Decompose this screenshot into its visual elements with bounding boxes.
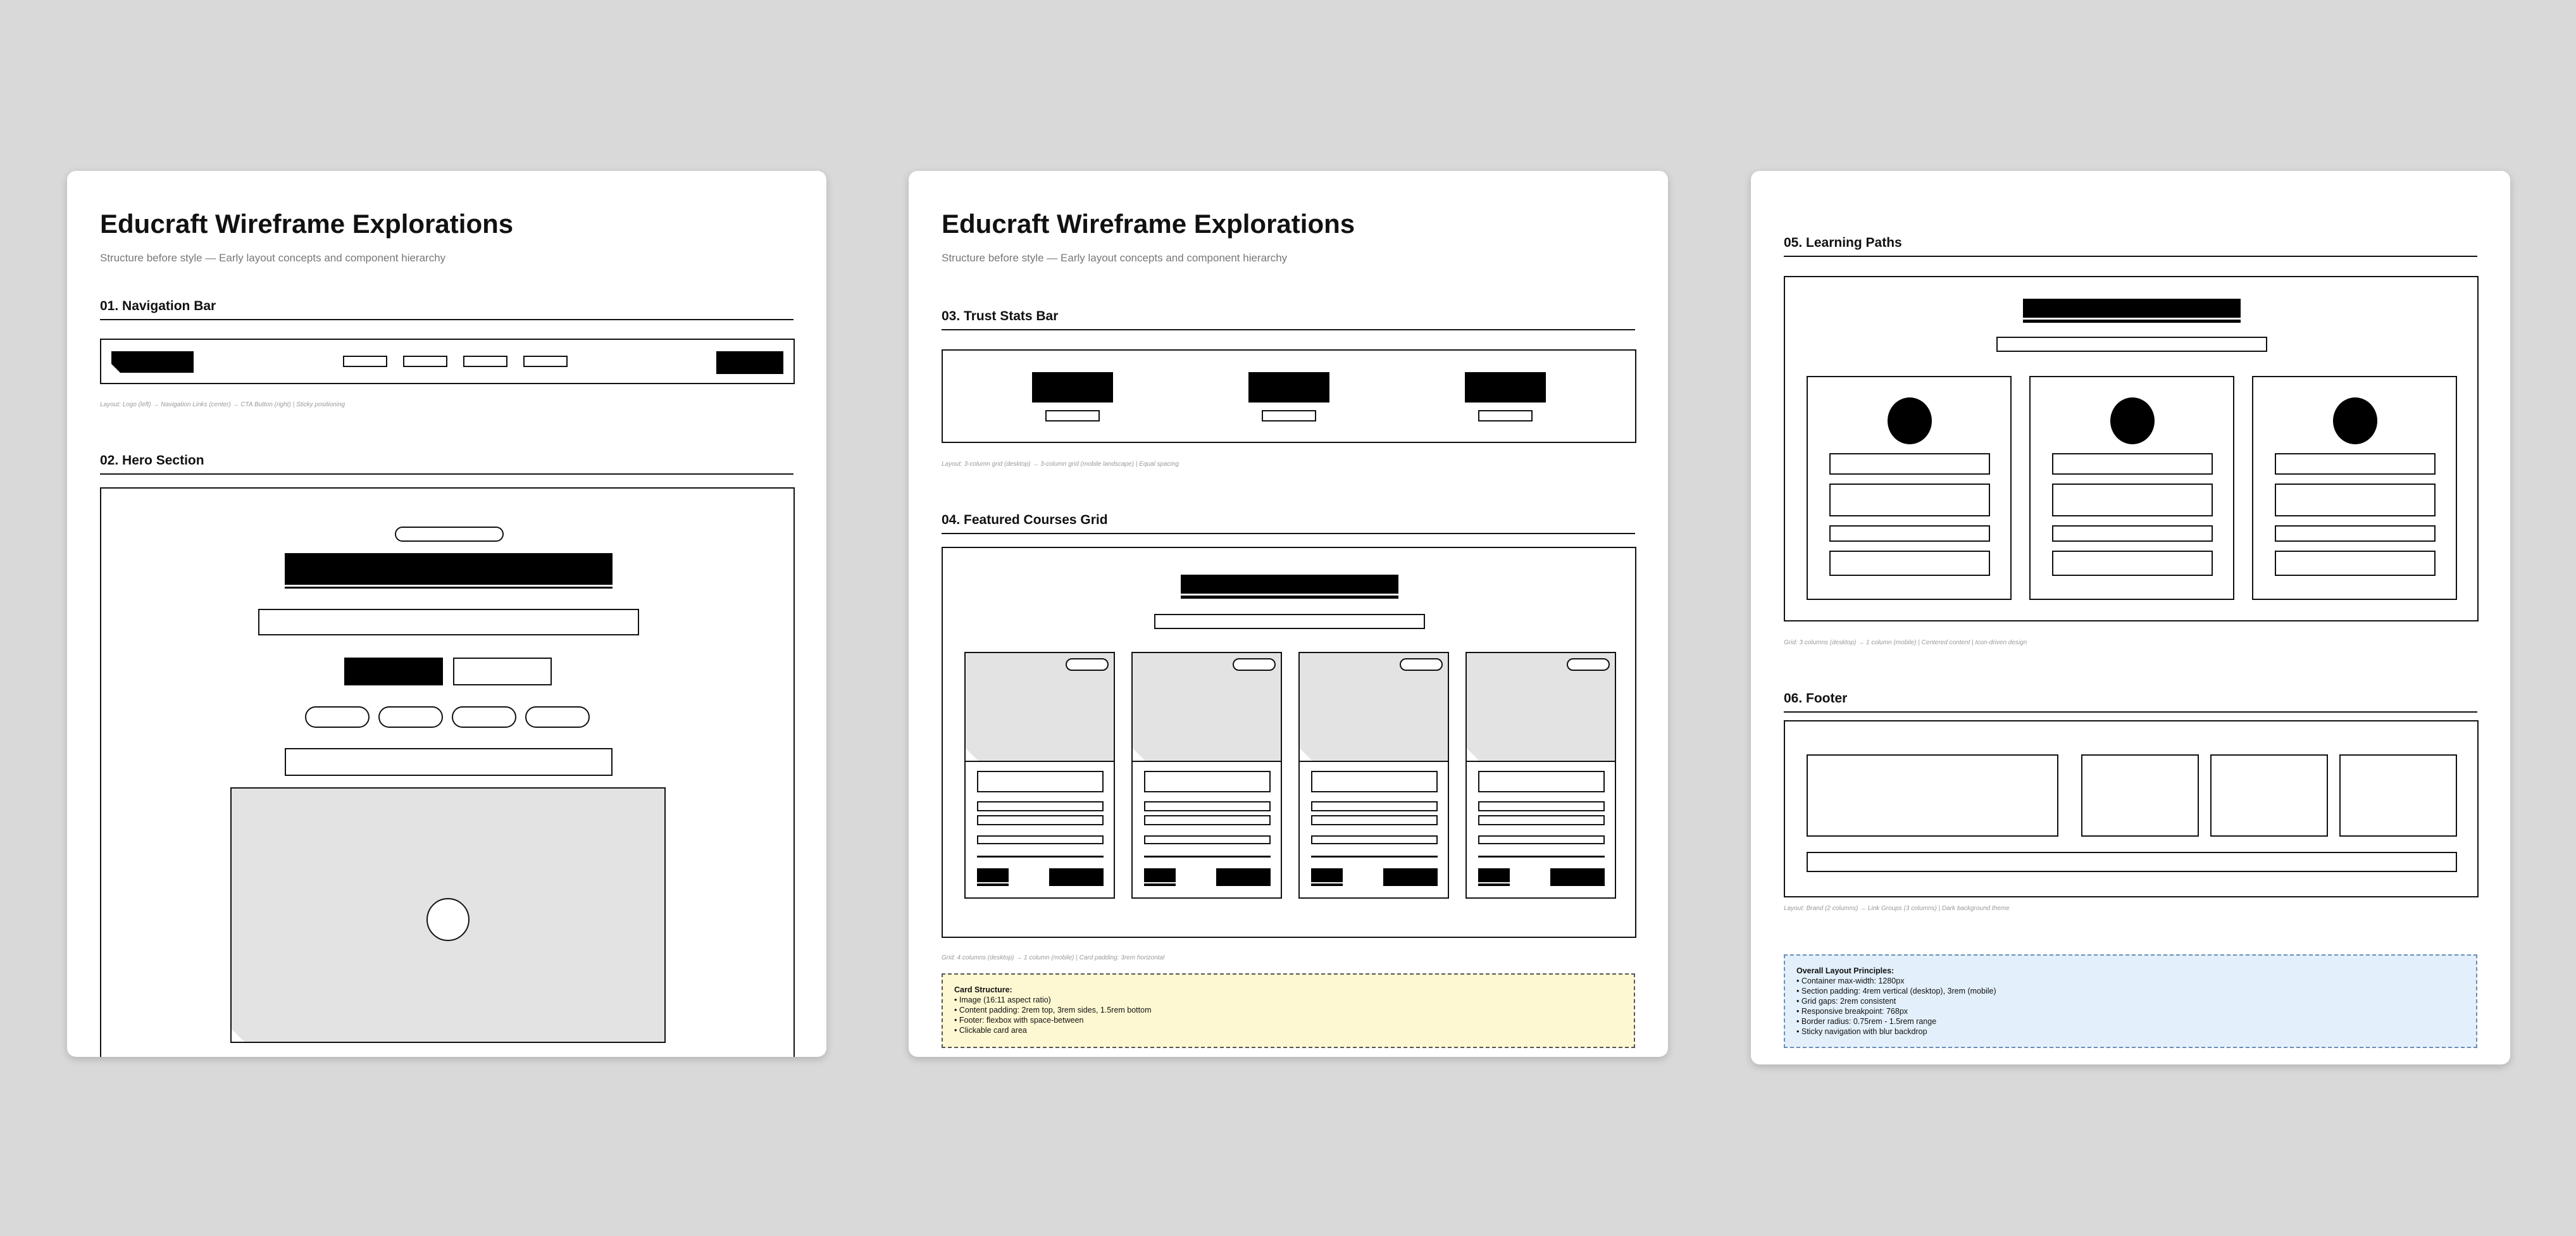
title-underline: [2023, 318, 2241, 320]
note-title: Card Structure:: [954, 985, 1012, 994]
footer-bottom-bar-placeholder: [1807, 852, 2457, 872]
card-meta-placeholder: [1144, 835, 1271, 844]
page-title: Educraft Wireframe Explorations: [100, 209, 514, 239]
headline-placeholder: [285, 553, 613, 589]
secondary-button-placeholder: [453, 658, 552, 685]
card-button-placeholder: [1216, 868, 1271, 886]
course-card-placeholder: [1465, 652, 1616, 899]
note-item: • Image (16:11 aspect ratio): [954, 995, 1622, 1005]
stat-label-placeholder: [1262, 410, 1316, 421]
path-meta-placeholder: [2052, 525, 2213, 542]
section-caption: Layout: Logo (left) → Navigation Links (center) → CTA Button (right) | Sticky positioning: [100, 401, 345, 408]
wireframe-sheet-1: [67, 171, 826, 1057]
nav-link-placeholder: [523, 356, 568, 367]
stat-label-placeholder: [1478, 410, 1533, 421]
card-badge-placeholder: [1233, 658, 1276, 671]
card-title-placeholder: [977, 771, 1104, 792]
card-title-placeholder: [1144, 771, 1271, 792]
card-meta-placeholder: [977, 835, 1104, 844]
note-item: • Sticky navigation with blur backdrop: [1796, 1027, 2465, 1037]
section-heading-hero-section: 02. Hero Section: [100, 453, 793, 475]
card-text-placeholder: [1478, 801, 1605, 811]
path-link-placeholder: [1829, 551, 1990, 576]
course-card-placeholder: [964, 652, 1115, 899]
footer-wireframe: [1784, 720, 2479, 897]
card-image-placeholder: [1465, 652, 1616, 762]
card-divider: [977, 856, 1104, 858]
price-underline: [1478, 882, 1510, 883]
tag-pill-placeholder: [525, 706, 590, 728]
path-link-placeholder: [2052, 551, 2213, 576]
cta-button-placeholder: [716, 351, 783, 374]
path-card-placeholder: [2029, 376, 2234, 600]
card-text-placeholder: [1311, 801, 1438, 811]
card-structure-note: [942, 973, 1635, 1048]
card-badge-placeholder: [1066, 658, 1109, 671]
path-text-placeholder: [2275, 484, 2436, 516]
path-title-placeholder: [2052, 453, 2213, 475]
card-text-placeholder: [1311, 815, 1438, 825]
section-heading-navigation-bar: 01. Navigation Bar: [100, 299, 793, 320]
card-text-placeholder: [977, 815, 1104, 825]
hero-media-placeholder: [230, 787, 666, 1043]
footer-link-group-placeholder: [2210, 754, 2328, 837]
card-text-placeholder: [1144, 801, 1271, 811]
footer-link-group-placeholder: [2081, 754, 2199, 837]
badge-placeholder: [395, 527, 504, 542]
card-meta-placeholder: [1311, 835, 1438, 844]
stat-number-placeholder: [1248, 372, 1329, 403]
footer-brand-placeholder: [1807, 754, 2058, 837]
footer-link-group-placeholder: [2339, 754, 2457, 837]
hero-wireframe: [100, 487, 795, 1057]
card-divider: [1478, 856, 1605, 858]
section-caption: Layout: Brand (2 columns) → Link Groups (3 columns) | Dark background theme: [1784, 905, 2010, 912]
search-bar-placeholder: [285, 748, 613, 776]
section-heading-featured-courses-grid: 04. Featured Courses Grid: [942, 513, 1635, 534]
wireframe-sheet-3: [1751, 171, 2510, 1064]
page-subtitle: Structure before style — Early layout concepts and component hierarchy: [100, 252, 446, 264]
logo-placeholder: [111, 351, 194, 373]
stat-number-placeholder: [1465, 372, 1546, 403]
card-divider: [1311, 856, 1438, 858]
price-underline: [977, 882, 1009, 883]
card-text-placeholder: [1478, 815, 1605, 825]
wireframe-sheet-2: [909, 171, 1668, 1057]
primary-button-placeholder: [344, 658, 443, 685]
section-subtitle-placeholder: [1154, 614, 1425, 629]
note-item: • Container max-width: 1280px: [1796, 976, 2465, 986]
section-heading-footer: 06. Footer: [1784, 691, 2477, 713]
section-heading-trust-stats-bar: 03. Trust Stats Bar: [942, 309, 1635, 330]
path-text-placeholder: [2052, 484, 2213, 516]
card-button-placeholder: [1383, 868, 1438, 886]
path-title-placeholder: [1829, 453, 1990, 475]
path-card-placeholder: [2252, 376, 2457, 600]
section-caption: Grid: 4 columns (desktop) → 1 column (mobile) | Card padding: 3rem horizontal: [942, 954, 1165, 961]
path-link-placeholder: [2275, 551, 2436, 576]
card-button-placeholder: [1049, 868, 1104, 886]
nav-link-placeholder: [463, 356, 507, 367]
card-image-placeholder: [1131, 652, 1282, 762]
path-card-placeholder: [1807, 376, 2012, 600]
card-image-placeholder: [1298, 652, 1449, 762]
subheadline-placeholder: [258, 609, 639, 635]
card-meta-placeholder: [1478, 835, 1605, 844]
note-item: • Content padding: 2rem top, 3rem sides, 1.5rem bottom: [954, 1005, 1622, 1015]
section-heading-learning-paths: 05. Learning Paths: [1784, 235, 2477, 257]
page-subtitle: Structure before style — Early layout concepts and component hierarchy: [942, 252, 1288, 264]
card-divider: [1144, 856, 1271, 858]
card-text-placeholder: [1144, 815, 1271, 825]
path-icon-placeholder: [2333, 397, 2377, 444]
stat-number-placeholder: [1032, 372, 1113, 403]
note-title: Overall Layout Principles:: [1796, 966, 1895, 975]
note-item: • Grid gaps: 2rem consistent: [1796, 996, 2465, 1006]
nav-link-placeholder: [403, 356, 447, 367]
card-title-placeholder: [1478, 771, 1605, 792]
courses-grid-wireframe: [942, 547, 1636, 938]
card-badge-placeholder: [1567, 658, 1610, 671]
stat-label-placeholder: [1045, 410, 1100, 421]
note-list: [954, 995, 1622, 1035]
note-item: • Footer: flexbox with space-between: [954, 1015, 1622, 1025]
tag-pill-placeholder: [305, 706, 370, 728]
learning-paths-wireframe: [1784, 276, 2479, 621]
path-meta-placeholder: [1829, 525, 1990, 542]
section-caption: Grid: 3 columns (desktop) → 1 column (mobile) | Centered content | Icon-driven design: [1784, 639, 2027, 646]
path-icon-placeholder: [1888, 397, 1932, 444]
price-underline: [1311, 882, 1343, 883]
section-subtitle-placeholder: [1996, 337, 2267, 352]
nav-link-placeholder: [343, 356, 387, 367]
tag-pill-placeholder: [378, 706, 443, 728]
path-title-placeholder: [2275, 453, 2436, 475]
course-card-placeholder: [1131, 652, 1282, 899]
note-item: • Responsive breakpoint: 768px: [1796, 1006, 2465, 1016]
price-underline: [1144, 882, 1176, 883]
headline-underline: [285, 585, 613, 587]
title-underline: [1181, 594, 1398, 596]
note-list: [1796, 976, 2465, 1037]
card-text-placeholder: [977, 801, 1104, 811]
play-button-placeholder: [426, 898, 470, 941]
course-card-placeholder: [1298, 652, 1449, 899]
layout-principles-note: [1784, 954, 2477, 1048]
section-caption: Layout: 3-column grid (desktop) → 3-column grid (mobile landscape) | Equal spacing: [942, 461, 1179, 468]
note-item: • Clickable card area: [954, 1025, 1622, 1035]
card-title-placeholder: [1311, 771, 1438, 792]
card-image-placeholder: [964, 652, 1115, 762]
tag-pill-placeholder: [452, 706, 516, 728]
stats-bar-wireframe: [942, 349, 1636, 443]
path-text-placeholder: [1829, 484, 1990, 516]
path-icon-placeholder: [2110, 397, 2155, 444]
navbar-wireframe: [100, 339, 795, 384]
note-item: • Border radius: 0.75rem - 1.5rem range: [1796, 1016, 2465, 1027]
card-badge-placeholder: [1400, 658, 1443, 671]
page-title: Educraft Wireframe Explorations: [942, 209, 1355, 239]
path-meta-placeholder: [2275, 525, 2436, 542]
note-item: • Section padding: 4rem vertical (desktop), 3rem (mobile): [1796, 986, 2465, 996]
card-button-placeholder: [1550, 868, 1605, 886]
